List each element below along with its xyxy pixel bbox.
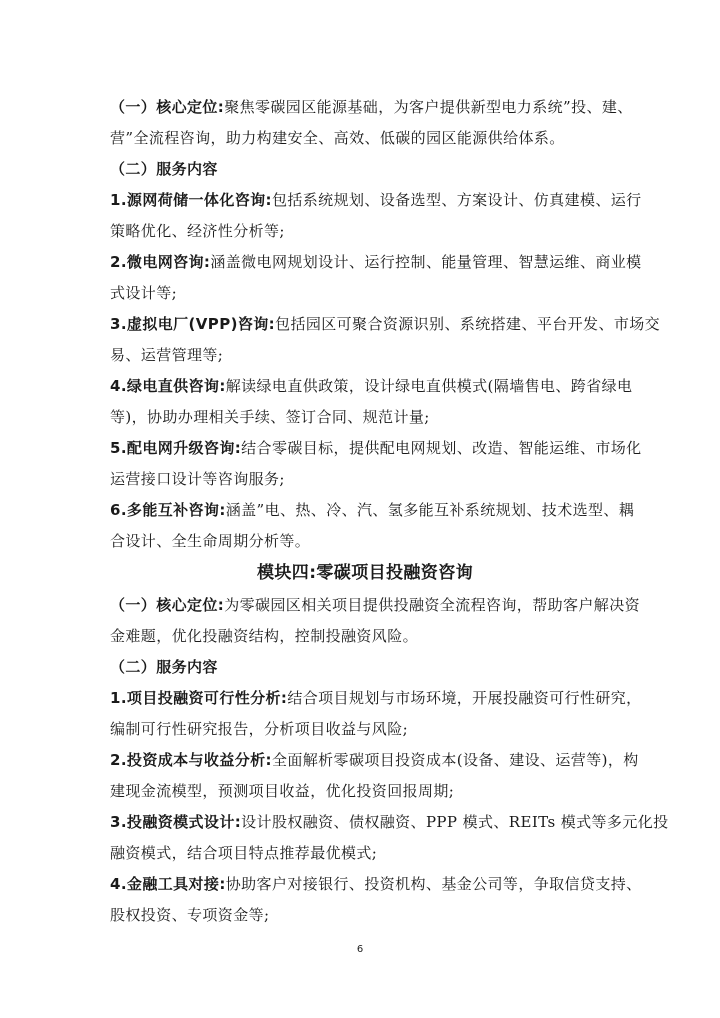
service-item-text: 全面解析零碳项目投资成本(设备、建设、运营等)，构 <box>271 751 639 769</box>
service-item-continuation: 式设计等; <box>110 284 178 302</box>
service-item <box>110 309 661 340</box>
service-item-label: 2.微电网咨询: <box>110 253 211 271</box>
service-item-continuation: 合设计、全生命周期分析等。 <box>110 532 311 550</box>
service-item-text: 结合零碳目标，提供配电网规划、改造、智能运维、市场化 <box>241 439 642 457</box>
service-item-continuation: 融资模式，结合项目特点推荐最优模式; <box>110 844 378 862</box>
service-item-text: 包括园区可聚合资源识别、系统搭建、平台开发、市场交 <box>275 315 661 333</box>
service-item <box>110 185 642 216</box>
page-body <box>110 92 669 931</box>
core-positioning-text: 为零碳园区相关项目提供投融资全流程咨询，帮助客户解决资 <box>224 596 641 614</box>
service-item-continuation: 建现金流模型，预测项目收益，优化投资回报周期; <box>110 782 455 800</box>
service-item-continuation: 股权投资、专项资金等; <box>110 906 270 924</box>
service-item-text: 结合项目规划与市场环境，开展投融资可行性研究， <box>287 689 642 707</box>
service-item-text: 解读绿电直供政策，设计绿电直供模式(隔墙售电、跨省绿电 <box>225 377 633 395</box>
service-item-label: 5.配电网升级咨询: <box>110 439 242 457</box>
service-item <box>110 433 642 464</box>
service-item-text: 涵盖微电网规划设计、运行控制、能量管理、智慧运维、商业模 <box>210 253 642 271</box>
service-item-label: 6.多能互补咨询: <box>110 501 226 519</box>
service-item-continuation: 策略优化、经济性分析等; <box>110 222 285 240</box>
service-item <box>110 807 669 838</box>
service-content-heading: （二）服务内容 <box>110 658 218 676</box>
core-positioning-paragraph <box>110 590 641 621</box>
core-positioning-continuation: 营”全流程咨询，助力构建安全、高效、低碳的园区能源供给体系。 <box>110 129 565 147</box>
service-item-label: 2.投资成本与收益分析: <box>110 751 272 769</box>
service-item <box>110 247 642 278</box>
service-item-continuation: 运营接口设计等咨询服务; <box>110 470 285 488</box>
service-item-text: 涵盖”电、热、冷、汽、氢多能互补系统规划、技术选型、耦 <box>225 501 635 519</box>
service-item-label: 1.项目投融资可行性分析: <box>110 689 288 707</box>
service-item-label: 3.投融资模式设计: <box>110 813 242 831</box>
page-number: 6 <box>356 944 364 955</box>
service-content-heading: （二）服务内容 <box>110 160 218 178</box>
service-item-label: 1.源网荷储一体化咨询: <box>110 191 272 209</box>
core-positioning-label: （一）核心定位: <box>110 98 225 116</box>
service-item-continuation: 等)，协助办理相关手续、签订合同、规范计量; <box>110 408 430 426</box>
service-item <box>110 869 642 900</box>
core-positioning-text: 聚焦零碳园区能源基础，为客户提供新型电力系统”投、建、 <box>224 98 633 116</box>
service-item-label: 4.绿电直供咨询: <box>110 377 226 395</box>
service-item-label: 4.金融工具对接: <box>110 875 226 893</box>
core-positioning-label: （一）核心定位: <box>110 596 225 614</box>
service-item <box>110 745 639 776</box>
core-positioning-continuation: 金难题，优化投融资结构，控制投融资风险。 <box>110 627 419 645</box>
service-item <box>110 683 642 714</box>
module-title: 模块四:零碳项目投融资咨询 <box>257 563 473 583</box>
service-item <box>110 495 635 526</box>
service-item <box>110 371 633 402</box>
service-item-continuation: 编制可行性研究报告，分析项目收益与风险; <box>110 720 409 738</box>
service-item-text: 协助客户对接银行、投资机构、基金公司等，争取信贷支持、 <box>225 875 642 893</box>
core-positioning-paragraph <box>110 92 633 123</box>
service-item-continuation: 易、运营管理等; <box>110 346 224 364</box>
service-item-text: 包括系统规划、设备选型、方案设计、仿真建模、运行 <box>271 191 642 209</box>
service-item-text: 设计股权融资、债权融资、PPP 模式、REITs 模式等多元化投 <box>241 813 669 831</box>
service-item-label: 3.虚拟电厂(VPP)咨询: <box>110 315 276 333</box>
